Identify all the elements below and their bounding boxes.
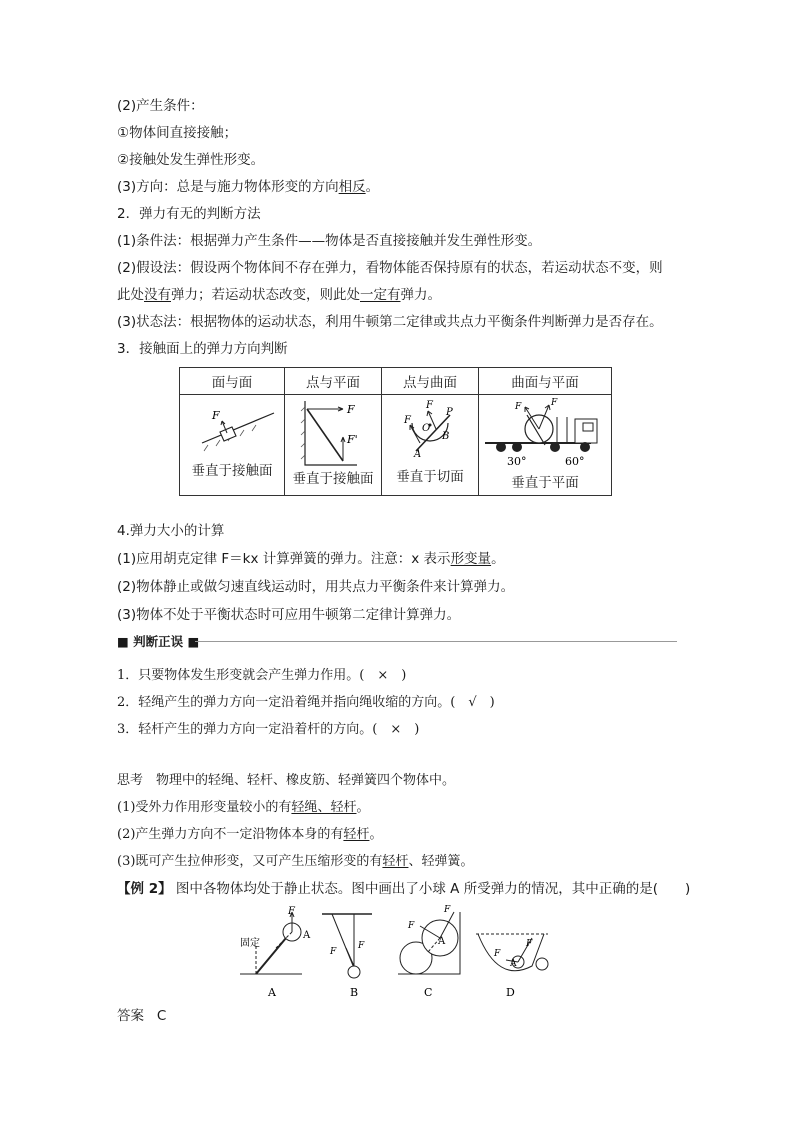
fixed-label: 固定 xyxy=(240,938,260,949)
answer-line xyxy=(117,1006,166,1026)
line-equilibrium: (2)物体静止或做匀速直线运动时，用共点力平衡条件来计算弹力。 xyxy=(117,579,515,595)
option-label: D xyxy=(506,986,515,999)
heading-magnitude: 4.弹力大小的计算 xyxy=(117,523,225,539)
cell-surface-surface xyxy=(180,395,285,496)
line-state-method: (3)状态法：根据物体的运动状态，利用牛顿第二定律或共点力平衡条件判断弹力是否存在。 xyxy=(117,314,663,330)
svg-text:F: F xyxy=(494,949,501,959)
judge-item: 3．轻杆产生的弹力方向一定沿着杆的方向。( × ) xyxy=(117,722,420,737)
svg-text:F: F xyxy=(404,415,411,426)
svg-text:F: F xyxy=(551,398,558,408)
svg-text:F': F' xyxy=(347,433,358,446)
rod-on-wall-diagram xyxy=(285,395,381,467)
svg-text:F: F xyxy=(426,400,433,411)
svg-text:F: F xyxy=(408,921,415,931)
line-hooke: (1)应用胡克定律 F＝kx 计算弹簧的弹力。注意：x 表示形变量。 xyxy=(117,551,505,567)
section-label: ■ 判断正误 ■ xyxy=(117,634,200,649)
heading-judge-method: 2．弹力有无的判断方法 xyxy=(117,206,261,222)
section-divider-judge xyxy=(117,632,677,650)
think-q2: (2)产生弹力方向不一定沿物体本身的有轻杆。 xyxy=(117,827,383,842)
svg-text:A: A xyxy=(303,930,311,941)
table-header: 面与面 xyxy=(180,368,285,395)
svg-text:F: F xyxy=(212,409,220,422)
line-hypothesis-cont: 此处没有弹力；若运动状态改变，则此处一定有弹力。 xyxy=(117,287,441,303)
table-header: 点与平面 xyxy=(285,368,382,395)
line-condition-method: (1)条件法：根据弹力产生条件——物体是否直接接触并发生弹性形变。 xyxy=(117,233,542,249)
option-label: A xyxy=(268,986,276,999)
cell-point-curve xyxy=(382,395,479,496)
caption: 垂直于切面 xyxy=(396,469,464,485)
svg-text:F: F xyxy=(526,939,533,949)
option-label: B xyxy=(350,986,359,999)
line-newton-second: (3)物体不处于平衡状态时可应用牛顿第二定律计算弹力。 xyxy=(117,607,461,623)
svg-text:O: O xyxy=(422,423,431,434)
judge-mark: × xyxy=(377,668,389,683)
example-2: 【例 2】 图中各物体均处于静止状态。图中画出了小球 A 所受弹力的情况，其中正确的是( ) xyxy=(117,881,691,897)
answer-label: 答案 xyxy=(117,1008,144,1024)
block-on-incline-diagram xyxy=(180,395,284,455)
line-conditions-title: (2)产生条件： xyxy=(117,98,204,114)
svg-text:A: A xyxy=(414,449,422,460)
figure-d xyxy=(476,934,548,999)
line-condition-1: ①物体间直接接触； xyxy=(117,125,238,141)
svg-text:B: B xyxy=(442,431,450,442)
svg-text:F: F xyxy=(288,906,295,917)
angle-label: 30° xyxy=(507,455,527,468)
angle-label: 60° xyxy=(565,455,585,468)
option-label: C xyxy=(424,986,433,999)
think-q1: (1)受外力作用形变量较小的有轻绳、轻杆。 xyxy=(117,800,370,815)
judge-mark: √ xyxy=(468,695,477,710)
judge-mark: × xyxy=(390,722,402,737)
line-condition-2: ②接触处发生弹性形变。 xyxy=(117,152,265,168)
cell-curve-plane xyxy=(479,395,612,496)
rod-in-bowl-diagram xyxy=(382,395,478,463)
svg-text:A: A xyxy=(438,936,446,947)
figure-b xyxy=(322,914,372,999)
heading-direction-judge: 3．接触面上的弹力方向判断 xyxy=(117,341,288,357)
figure-c xyxy=(398,905,460,999)
svg-text:F: F xyxy=(444,905,451,915)
think-q3: (3)既可产生拉伸形变，又可产生压缩形变的有轻杆、轻弹簧。 xyxy=(117,854,474,869)
judge-item: 2．轻绳产生的弹力方向一定沿着绳并指向绳收缩的方向。( √ ) xyxy=(117,695,495,710)
direction-table xyxy=(179,367,612,496)
line-hypothesis-method: (2)假设法：假设两个物体间不存在弹力，看物体能否保持原有的状态，若运动状态不变，则 xyxy=(117,260,663,276)
svg-text:F: F xyxy=(358,941,365,951)
table-header: 曲面与平面 xyxy=(479,368,612,395)
svg-text:F: F xyxy=(330,947,337,957)
caption: 垂直于接触面 xyxy=(191,463,273,479)
svg-text:P: P xyxy=(446,407,453,418)
answer-value: C xyxy=(156,1008,167,1024)
think-lead: 思考 物理中的轻绳、轻杆、橡皮筋、轻弹簧四个物体中。 xyxy=(117,773,456,788)
svg-text:F: F xyxy=(347,403,355,416)
truck-log-diagram xyxy=(479,395,611,471)
line-direction: (3)方向：总是与施力物体形变的方向相反。 xyxy=(117,179,380,195)
table-header: 点与曲面 xyxy=(382,368,479,395)
cell-point-plane xyxy=(285,395,382,496)
caption: 垂直于平面 xyxy=(511,475,579,491)
example-figures xyxy=(232,904,552,1000)
figure-a xyxy=(240,906,311,999)
svg-text:F: F xyxy=(515,402,522,412)
caption: 垂直于接触面 xyxy=(292,471,374,487)
judge-item: 1．只要物体发生形变就会产生弹力作用。( × ) xyxy=(117,668,407,683)
svg-text:A: A xyxy=(510,959,517,969)
